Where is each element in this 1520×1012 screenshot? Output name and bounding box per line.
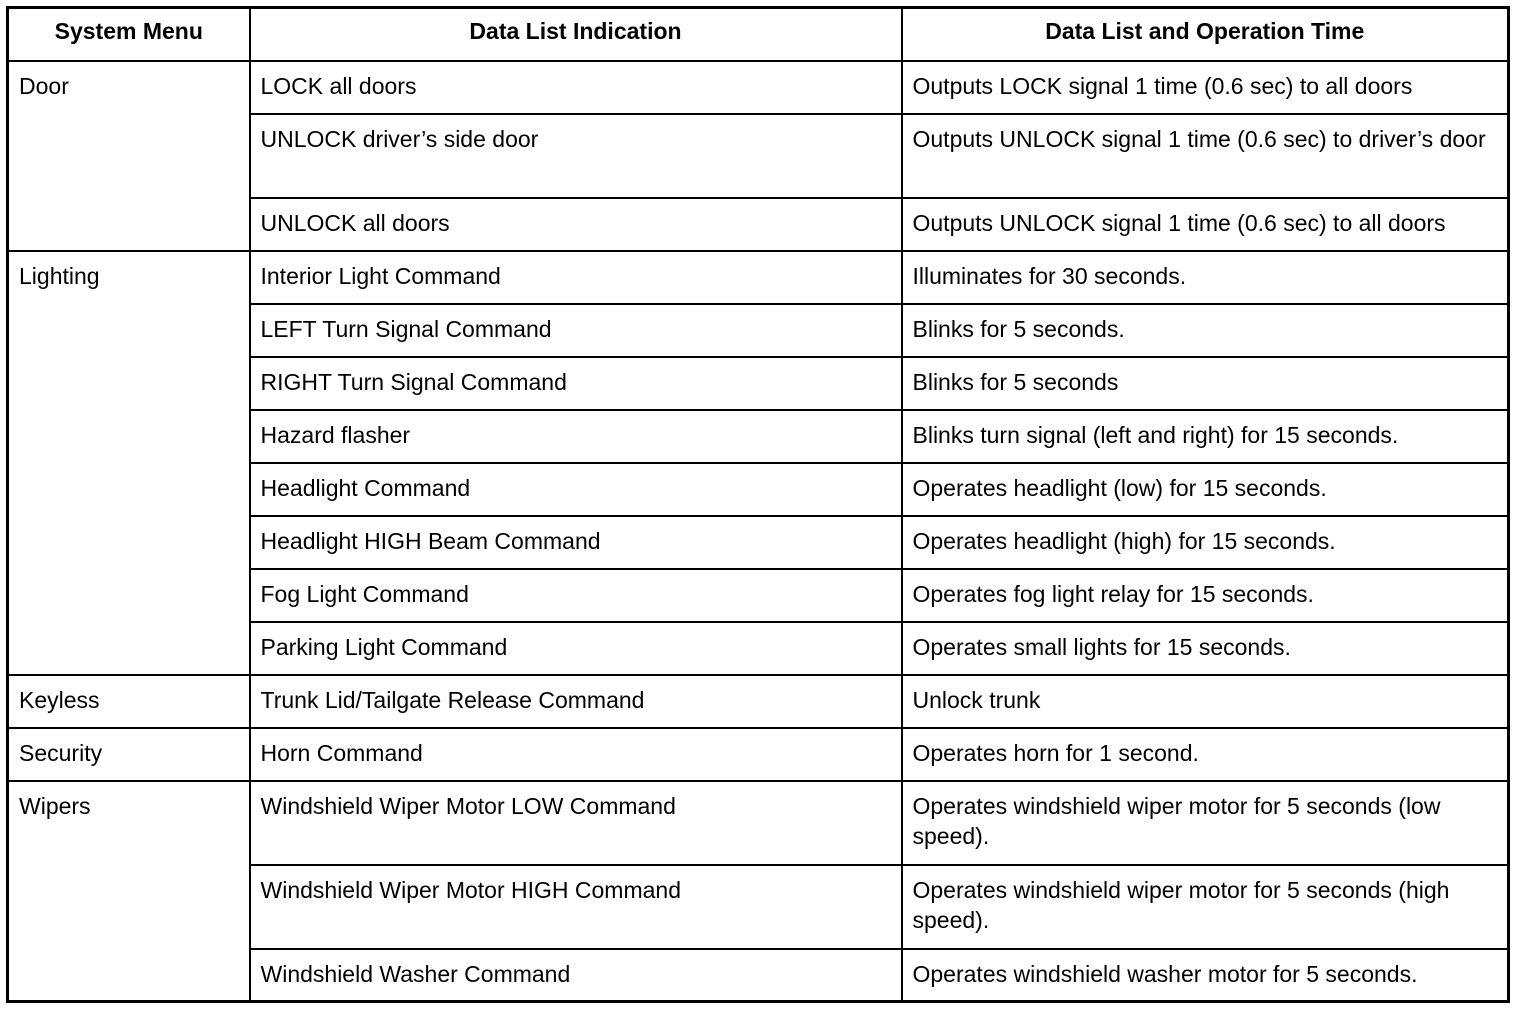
data-list-table-container xyxy=(6,6,1507,1005)
indication-cell: Headlight Command xyxy=(250,463,902,516)
operation-cell: Operates small lights for 15 seconds. xyxy=(902,622,1509,675)
system-menu-cell: Lighting xyxy=(8,251,250,675)
operation-cell: Operates fog light relay for 15 seconds. xyxy=(902,569,1509,622)
operation-cell: Operates windshield wiper motor for 5 seconds (high speed). xyxy=(902,865,1509,949)
indication-cell: Fog Light Command xyxy=(250,569,902,622)
system-menu-cell: Door xyxy=(8,61,250,251)
data-list-table xyxy=(6,6,1510,1003)
operation-cell: Operates headlight (high) for 15 seconds. xyxy=(902,516,1509,569)
indication-cell: Windshield Washer Command xyxy=(250,949,902,1002)
table-row xyxy=(8,251,1509,304)
indication-cell: Windshield Wiper Motor LOW Command xyxy=(250,781,902,865)
indication-cell: Headlight HIGH Beam Command xyxy=(250,516,902,569)
system-menu-cell: Security xyxy=(8,728,250,781)
table-row xyxy=(8,61,1509,114)
operation-cell: Blinks turn signal (left and right) for 15 seconds. xyxy=(902,410,1509,463)
operation-cell: Blinks for 5 seconds xyxy=(902,357,1509,410)
indication-cell: Hazard flasher xyxy=(250,410,902,463)
indication-cell: Trunk Lid/Tailgate Release Command xyxy=(250,675,902,728)
system-menu-cell: Wipers xyxy=(8,781,250,1002)
operation-cell: Illuminates for 30 seconds. xyxy=(902,251,1509,304)
system-menu-cell: Keyless xyxy=(8,675,250,728)
indication-cell: Windshield Wiper Motor HIGH Command xyxy=(250,865,902,949)
operation-cell: Outputs UNLOCK signal 1 time (0.6 sec) to driver’s door xyxy=(902,114,1509,198)
indication-cell: LEFT Turn Signal Command xyxy=(250,304,902,357)
operation-cell: Operates windshield wiper motor for 5 seconds (low speed). xyxy=(902,781,1509,865)
table-row xyxy=(8,728,1509,781)
header-system-menu: System Menu xyxy=(8,8,250,61)
operation-cell: Operates horn for 1 second. xyxy=(902,728,1509,781)
indication-cell: Interior Light Command xyxy=(250,251,902,304)
header-data-list-indication: Data List Indication xyxy=(250,8,902,61)
operation-cell: Operates headlight (low) for 15 seconds. xyxy=(902,463,1509,516)
operation-cell: Blinks for 5 seconds. xyxy=(902,304,1509,357)
operation-cell: Unlock trunk xyxy=(902,675,1509,728)
table-row xyxy=(8,781,1509,865)
operation-cell: Outputs UNLOCK signal 1 time (0.6 sec) to all doors xyxy=(902,198,1509,251)
table-row xyxy=(8,675,1509,728)
operation-cell: Outputs LOCK signal 1 time (0.6 sec) to all doors xyxy=(902,61,1509,114)
indication-cell: RIGHT Turn Signal Command xyxy=(250,357,902,410)
indication-cell: UNLOCK driver’s side door xyxy=(250,114,902,198)
indication-cell: Parking Light Command xyxy=(250,622,902,675)
indication-cell: UNLOCK all doors xyxy=(250,198,902,251)
operation-cell: Operates windshield washer motor for 5 seconds. xyxy=(902,949,1509,1002)
table-header-row xyxy=(8,8,1509,61)
indication-cell: Horn Command xyxy=(250,728,902,781)
indication-cell: LOCK all doors xyxy=(250,61,902,114)
header-data-list-operation-time: Data List and Operation Time xyxy=(902,8,1509,61)
